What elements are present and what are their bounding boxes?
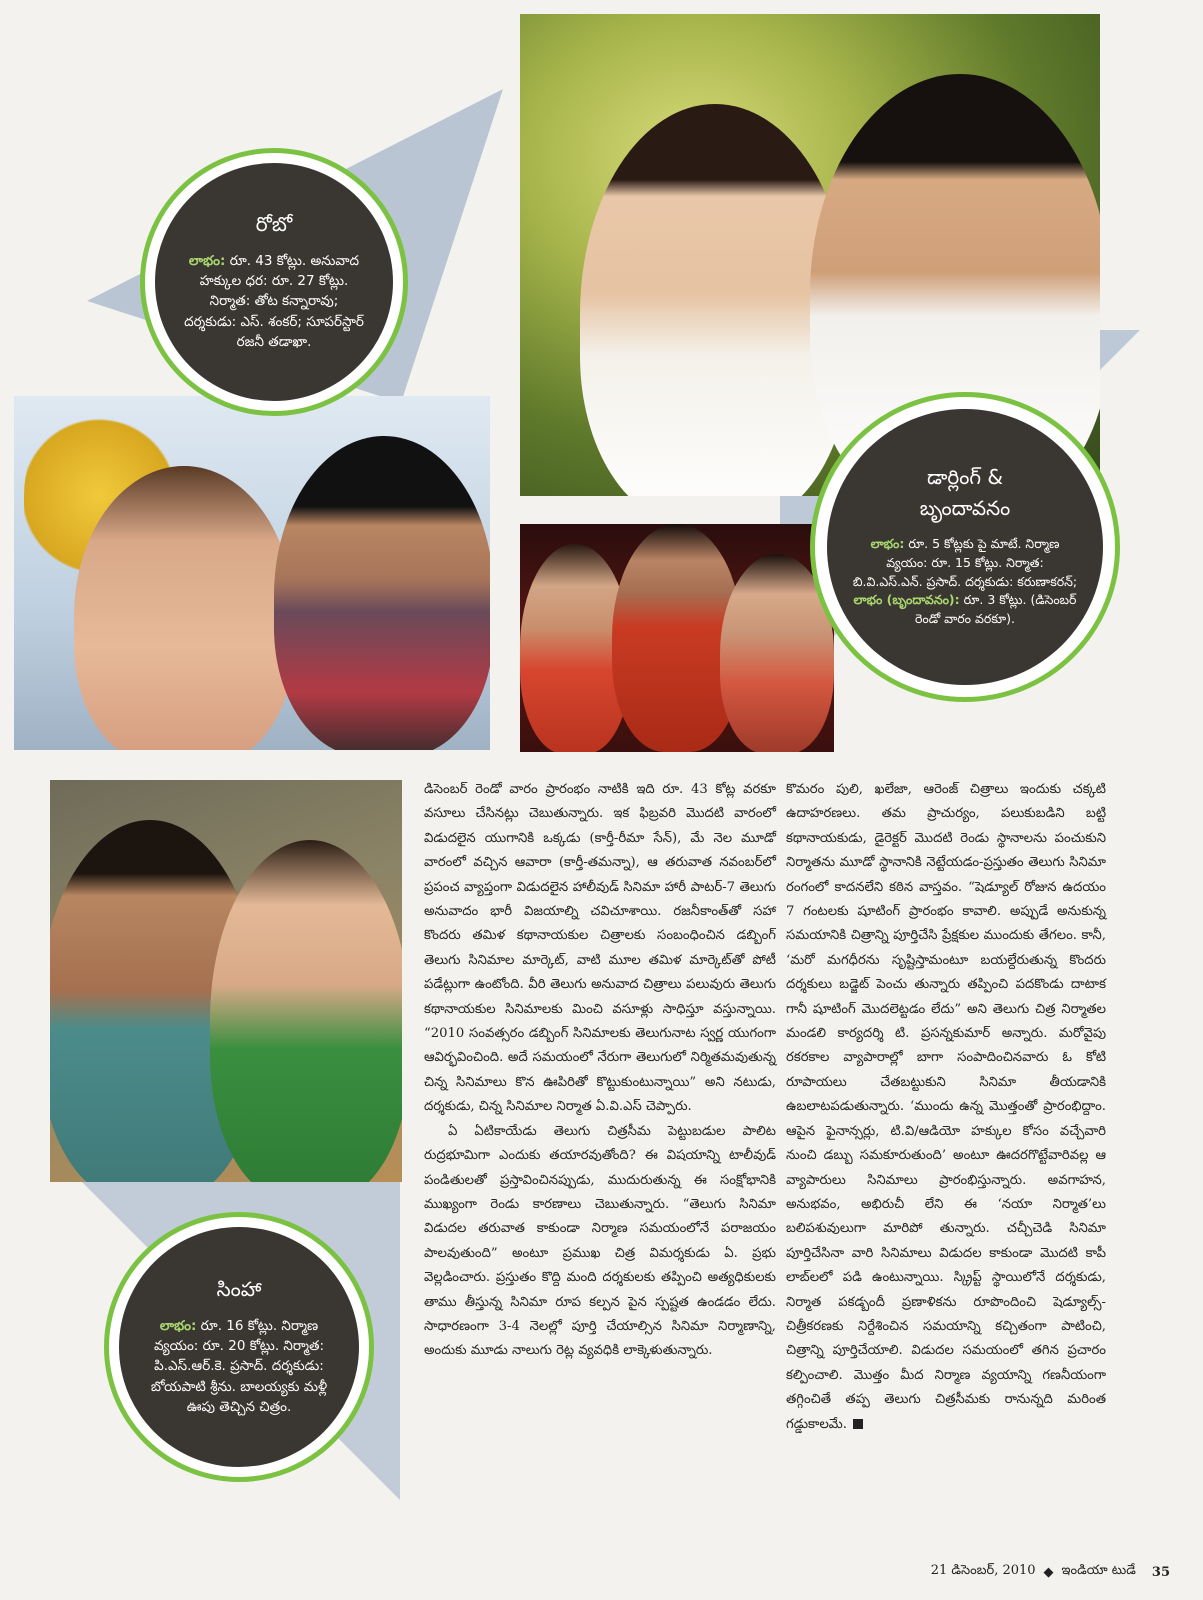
article-column-1 — [424, 778, 776, 1364]
diamond-icon: ◆ — [1043, 1564, 1054, 1580]
article-paragraph: ఏ ఏటికాయేడు తెలుగు చిత్రసీమ పెట్టుబడుల పాలిట రుద్రభూమిగా ఎందుకు తయారవుతోంది? ఈ విషయాన్ని టాలీవుడ్ పండితులతో ప్రస్తావించినప్పుడు, ముదురుతున్న ఈ సంక్షోభానికి ముఖ్యంగా రెండు కారణాలు చెబుతున్నారు. “తెలుగు సినిమా విడుదల తరువాత కాకుండా నిర్మాణ సమయంలోనే పరాజయం పాలవుతుంది” అంటూ ప్రముఖ చిత్ర విమర్శకుడు ఏ. ప్రభు వెల్లడించారు. ప్రస్తుతం కొద్ది మంది దర్శకులకు తప్పించి అత్యధికులకు తాము తీస్తున్న సినిమా రూప కల్పన పైన స్పష్టత ఉండడం లేదు. సాధారణంగా 3-4 నెలల్లో పూర్తి చేయాల్సిన సినిమా నిర్మాణాన్ని, అందుకు మూడు నాలుగు రెట్ల వ్యవధికి లాక్కెళుతున్నారు. — [424, 1123, 776, 1359]
badge-title: సింహా — [216, 1276, 262, 1301]
badge-text — [183, 251, 365, 352]
badge-robo — [140, 148, 408, 416]
badge-body-2: రూ. 3 కోట్లు. (డిసెంబర్ రెండో వారం వరకూ). — [914, 592, 1077, 627]
end-mark — [853, 1419, 863, 1429]
article-paragraph — [786, 778, 1106, 1437]
badge-title: రోబో — [255, 211, 293, 236]
page-number: 35 — [1151, 1564, 1170, 1580]
badge-label: లాభం: — [188, 252, 226, 269]
badge-text — [851, 535, 1079, 629]
badge-label: లాభం: — [159, 1317, 197, 1334]
badge-simha — [104, 1212, 374, 1482]
article-text: కొమరం పులి, ఖలేజా, ఆరెంజ్ చిత్రాలు ఇందుకు చక్కటి ఉదాహరణలు. తమ ప్రాచుర్యం, పలుకుబడిని బట్టి కథానాయకుడు, డైరెక్టర్ మొదటి రెండు స్థానాలను పంచుకుని నిర్మాతను మూడో స్థానానికి నెట్టేయడం-ప్రస్తుతం తెలుగు సినిమా రంగంలో కాదనలేని కఠిన వాస్తవం. “షెడ్యూల్ రోజున ఉదయం 7 గంటలకు షూటింగ్ ప్రారంభం కావాలి. అప్పుడే అనుకున్న సమయానికి చిత్రాన్ని పూర్తిచేసి ప్రేక్షకుల ముందుకు తేగలం. కానీ, ‘మరో మగధీరను సృష్టిస్తామంటూ బయల్దేరుతున్న కొందరు దర్శకులు బడ్జెట్ పెంచు తున్నారు తప్పించి పదకొండు దాటాక గానీ షూటింగ్ మొదలెట్టడం లేదు” అని తెలుగు చిత్ర నిర్మాతల మండలి కార్యదర్శి టి. ప్రసన్నకుమార్ అన్నారు. మరోవైపు రకరకాల వ్యాపారాల్లో బాగా సంపాదించినవారు ఓ కోటి రూపాయలు చేతబట్టుకుని సినిమా తీయడానికి ఉబలాటపడుతున్నారు. ‘ముందు ఉన్న మొత్తంతో ప్రారంభిద్దాం. ఆపైన ఫైనాన్సర్లు, టి.వి/ఆడియో హక్కుల కోసం వచ్చేవారి నుంచి డబ్బు సమకూరుతుంది’ అంటూ ఊదరగొట్టేవారివల్ల ఆ వ్యాపారులు సినిమాలు ప్రారంభిస్తున్నారు. అవగాహన, అనుభవం, అభిరుచీ లేని ఈ ‘నయా నిర్మాత’లు బలిపశువులుగా మారిపో తున్నారు. చచ్చీచెడి సినిమా పూర్తిచేసినా వారి సినిమాలు విడుదల కాకుండా మొదటి కాపీ లాబ్‌లలో పడి ఉంటున్నాయి. స్క్రిప్ట్ స్థాయిలోనే దర్శకుడు, నిర్మాత పకడ్బందీ ప్రణాళికను రూపొందించి షెడ్యూల్స్-చిత్రీకరణకు నిర్దేశించిన సమయాన్ని కచ్చితంగా పాటించి, చిత్రాన్ని పూర్తిచేయాలి. విడుదల సమయంలో తగిన ప్రచారం కల్పించాలి. మొత్తం మీద నిర్మాణ వ్యయాన్ని గణనీయంగా తగ్గించితే తప్ప తెలుగు చిత్రసీమకు రానున్నది మరింత గడ్డుకాలమే. — [786, 782, 1106, 1432]
badge-title-line1: డార్లింగ్ & — [926, 465, 1003, 490]
footer-magazine: ఇండియా టుడే — [1061, 1563, 1136, 1578]
badge-title-line2: బృందావనం — [919, 496, 1011, 521]
photo-simha — [50, 780, 402, 1182]
badge-darling-brindavanam — [810, 392, 1120, 702]
badge-label-2: లాభం (బృందావనం): — [853, 592, 960, 608]
photo-robo — [14, 396, 490, 750]
badge-body: రూ. 5 కోట్లకు పై మాటే. నిర్మాణ వ్యయం: రూ. 15 కోట్లు. నిర్మాత: బి.వి.ఎస్.ఎన్. ప్రసాద్. దర్శకుడు: కరుణాకరన్; — [852, 536, 1078, 589]
page-footer — [870, 1563, 1170, 1581]
article-column-2 — [786, 778, 1106, 1437]
article-paragraph: డిసెంబర్ రెండో వారం ప్రారంభం నాటికి ఇది రూ. 43 కోట్ల వరకూ వసూలు చేసినట్లు చెబుతున్నారు. ఇక ఫిబ్రవరి మొదటి వారంలో విడుదలైన యుగానికి ఒక్కడు (కార్తీ-రీమా సేన్), మే నెల మూడో వారంలో వచ్చిన ఆవారా (కార్తీ-తమన్నా), ఆ తరువాత నవంబర్‌లో ప్రపంచ వ్యాప్తంగా విడుదలైన హాలీవుడ్ సినిమా హారీ పాటర్-7 తెలుగు అనువాదం భారీ విజయాల్ని చవిచూశాయి. రజనీకాంత్‌తో సహా కొందరు తమిళ కథానాయకుల చిత్రాలకు సంబంధించిన డబ్బింగ్ తెలుగు సినిమాల మార్కెట్, వాటి మూల తమిళ మార్కెట్‌తో పోటీ పడేట్లుగా ఉంటోంది. వీరి తెలుగు అనువాద చిత్రాలు పలువురు తెలుగు కథానాయకుల సినిమాలకు మించి వసూళ్లు సాధిస్తూ వస్తున్నాయి. “2010 సంవత్సరం డబ్బింగ్ సినిమాలకు తెలుగునాట స్వర్ణ యుగంగా ఆవిర్భవించింది. అదే సమయంలో నేరుగా తెలుగులో నిర్మితమవుతున్న చిన్న సినిమాలు కొన ఊపిరితో కొట్టుకుంటున్నాయి” అని నటుడు, దర్శకుడు, చిన్న సినిమాల నిర్మాత ఏ.వి.ఎస్ చెప్పారు. — [424, 782, 776, 1115]
badge-label: లాభం: — [870, 536, 905, 552]
badge-text — [147, 1316, 331, 1417]
footer-date: 21 డిసెంబర్, 2010 — [930, 1563, 1036, 1578]
badge-body: రూ. 43 కోట్లు. అనువాద హక్కుల ధర: రూ. 27 కోట్లు. నిర్మాత: తోట కన్నారావు; దర్శకుడు: ఎస్. శంకర్; సూపర్‌స్టార్ రజనీ తడాఖా. — [184, 252, 364, 350]
badge-body: రూ. 16 కోట్లు. నిర్మాణ వ్యయం: రూ. 20 కోట్లు. నిర్మాత: పి.ఎస్.ఆర్.కె. ప్రసాద్. దర్శకుడు: బోయపాటి శ్రీను. బాలయ్యకు మళ్లీ ఊపు తెచ్చిన చిత్రం. — [150, 1317, 328, 1415]
photo-brindavanam — [520, 524, 834, 752]
